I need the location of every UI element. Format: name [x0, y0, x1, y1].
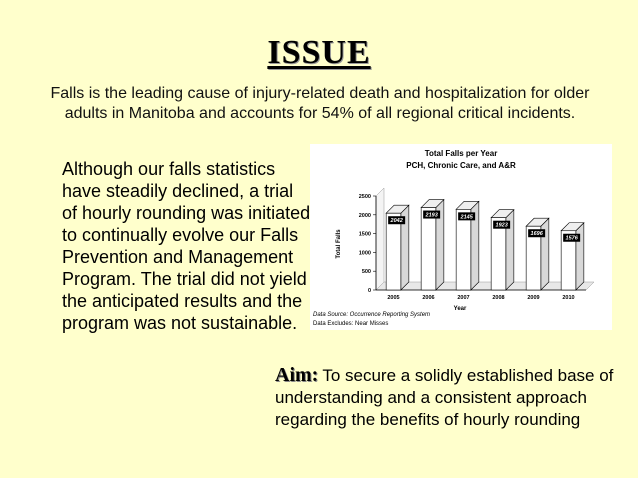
chart-x-tick-label: 2006: [422, 295, 435, 301]
chart-x-tick-label: 2010: [562, 295, 575, 301]
chart-ylabel: Total Falls: [336, 229, 342, 259]
chart-bar-side: [541, 218, 549, 290]
chart-bar: [456, 209, 471, 290]
chart-y-tick-label: 2000: [358, 212, 371, 219]
chart-y-tick-label: 1500: [358, 231, 371, 238]
chart-xlabel: Year: [453, 306, 467, 312]
chart-bar-value-label: 2193: [425, 212, 438, 219]
falls-chart-svg: [310, 144, 612, 330]
chart-x-tick-label: 2009: [527, 295, 540, 301]
body-paragraph: Although our falls statistics have steadily declined, a trial of hourly rounding was initiated to continually evolve our Falls Prevention and Management Program. The trial did not yield the anticipated results and the program was not sustainable.: [62, 159, 311, 333]
chart-bar-value-label: 1576: [565, 235, 578, 242]
chart-bar: [386, 213, 401, 290]
chart-source-note: Data Source: Occurrence Reporting System: [313, 312, 431, 318]
chart-subtitle: PCH, Chronic Care, and A&R: [406, 161, 516, 170]
chart-plot-area: [359, 188, 594, 301]
chart-y-tick-label: 0: [367, 288, 371, 294]
chart-x-tick-label: 2005: [387, 295, 400, 301]
chart-title: Total Falls per Year: [424, 149, 498, 158]
slide-title: ISSUE: [267, 34, 371, 71]
falls-chart: [310, 144, 612, 330]
chart-excludes-note: Data Excludes: Near Misses: [313, 321, 389, 327]
aim-label: Aim:: [275, 364, 319, 386]
chart-side-wall: [376, 188, 384, 290]
chart-bar-side: [576, 223, 584, 290]
chart-bar-value-label: 1923: [495, 222, 508, 229]
slide-subtitle: Falls is the leading cause of injury-related death and hospitalization for older adults in Manitoba and accounts for 54% of all regional critical incidents.: [50, 85, 590, 122]
chart-bar-value-label: 2042: [390, 218, 403, 225]
chart-x-tick-label: 2007: [457, 295, 470, 301]
chart-bar-value-label: 1696: [530, 231, 543, 238]
aim-block: [275, 364, 615, 431]
aim-text: To secure a solidly established base of understanding and a consistent approach regarding the benefits of hourly rounding: [275, 366, 614, 429]
chart-bar: [421, 208, 436, 290]
chart-bar-value-label: 2145: [460, 214, 473, 221]
chart-y-tick-label: 500: [361, 269, 371, 276]
chart-y-tick-label: 2500: [358, 194, 371, 200]
chart-x-tick-label: 2008: [492, 295, 505, 301]
chart-y-tick-label: 1000: [358, 250, 371, 257]
